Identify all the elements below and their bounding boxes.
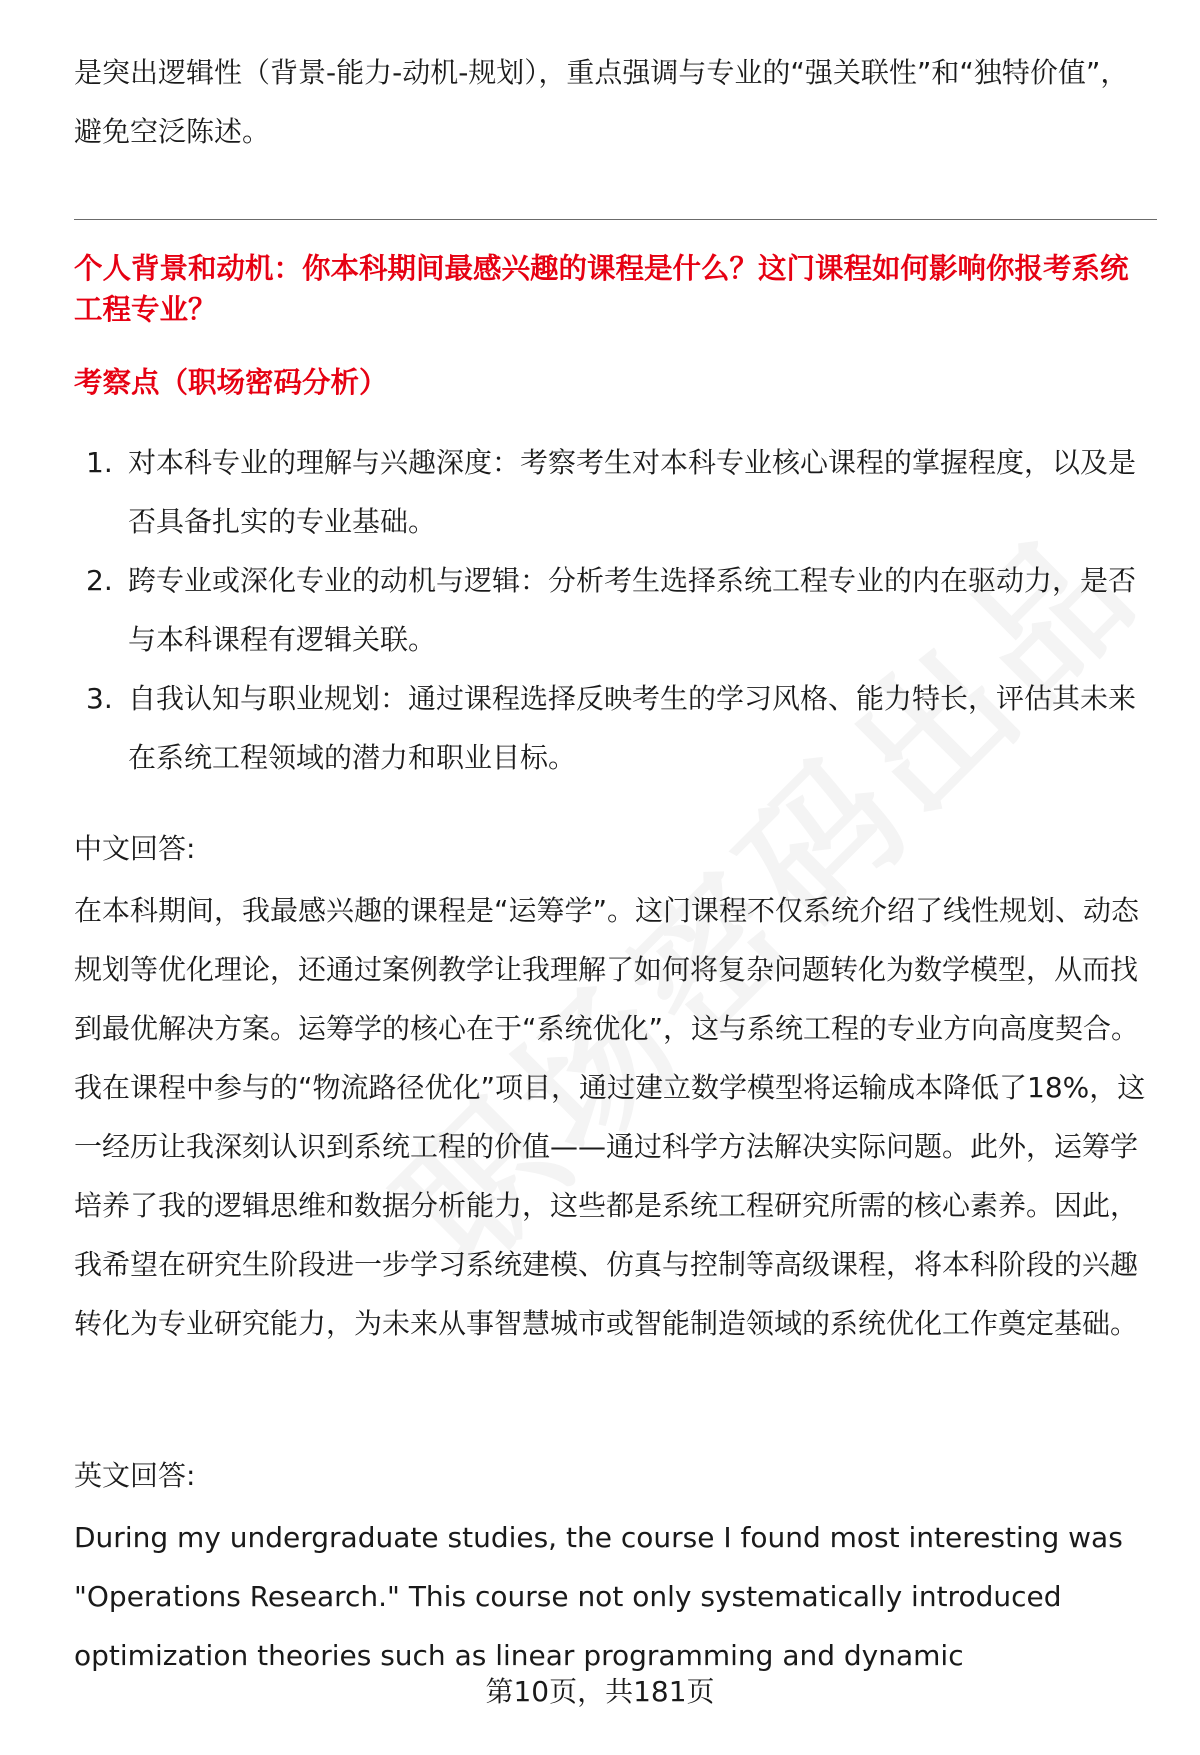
page-footer: 第10页，共181页 (485, 1675, 715, 1708)
focus-point-text: 对本科专业的理解与兴趣深度：考察考生对本科专业核心课程的掌握程度，以及是否具备扎实的专业基础。 (128, 446, 1137, 538)
english-answer-text: During my undergraduate studies, the course I found most interesting was "Operations Research." This course not only systematically introduced optimization theories such as linear programming and dynamic (74, 1521, 1123, 1672)
intro-tail-block (74, 43, 1154, 161)
focus-point-item (74, 669, 1154, 787)
focus-point-item (74, 433, 1154, 551)
focus-point-item (74, 551, 1154, 669)
english-answer-label: 英文回答: (74, 1459, 196, 1492)
list-number: 2. (86, 564, 113, 597)
focus-point-text: 跨专业或深化专业的动机与逻辑：分析考生选择系统工程专业的内在驱动力，是否与本科课程有逻辑关联。 (128, 564, 1137, 656)
focus-point-text: 自我认知与职业规划：通过课程选择反映考生的学习风格、能力特长，评估其未来在系统工程领域的潜力和职业目标。 (128, 682, 1137, 774)
chinese-answer-block (74, 881, 1154, 1353)
list-number: 1. (86, 446, 113, 479)
focus-heading: 考察点（职场密码分析） (74, 366, 388, 399)
english-answer-block (74, 1508, 1154, 1685)
question-title: 个人背景和动机：你本科期间最感兴趣的课程是什么？这门课程如何影响你报考系统工程专业？ (74, 252, 1129, 326)
chinese-answer-label: 中文回答: (74, 832, 196, 865)
section-divider (74, 219, 1157, 220)
focus-points-list (74, 433, 1154, 787)
intro-tail-paragraph: 是突出逻辑性（背景-能力-动机-规划），重点强调与专业的“强关联性”和“独特价值”，避免空泛陈述。 (74, 56, 1129, 148)
chinese-answer-text: 在本科期间，我最感兴趣的课程是“运筹学”。这门课程不仅系统介绍了线性规划、动态规划等优化理论，还通过案例教学让我理解了如何将复杂问题转化为数学模型，从而找到最优解决方案。运筹学的核心在于“系统优化”，这与系统工程的专业方向高度契合。我在课程中参与的“物流路径优化”项目，通过建立数学模型将运输成本降低了18%，这一经历让我深刻认识到系统工程的价值——通过科学方法解决实际问题。此外，运筹学培养了我的逻辑思维和数据分析能力，这些都是系统工程研究所需的核心素养。因此，我希望在研究生阶段进一步学习系统建模、仿真与控制等高级课程，将本科阶段的兴趣转化为专业研究能力，为未来从事智慧城市或智能制造领域的系统优化工作奠定基础。 (74, 894, 1146, 1340)
list-number: 3. (86, 682, 113, 715)
